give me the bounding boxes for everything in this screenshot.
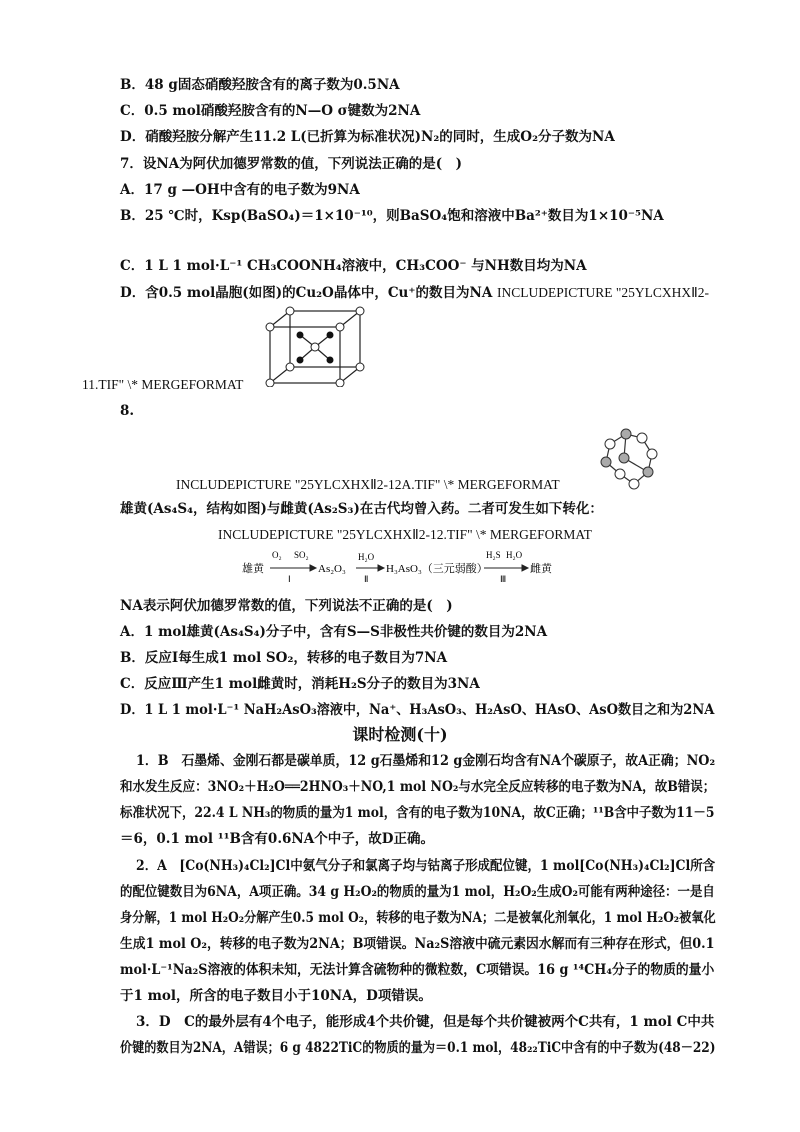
answer-2-line-3: 身分解，1 mol H₂O₂分解产生0.5 mol O₂，转移的电子数为NA；二是被氧化剂氧化，1 mol H₂O₂被氧化 — [120, 910, 716, 926]
answer-1-line-3: 标准状况下，22.4 L NH₃的物质的量为1 mol，含有的电子数为10NA，故C正确；¹¹B含中子数为11－5 — [120, 805, 715, 821]
answer-2-line-1: 2．A [Co(NH₃)₄Cl₂]Cl中氨气分子和氯离子均与钴离子形成配位键，1 mol[Co(NH₃)₄Cl₂]Cl所含 — [136, 858, 716, 874]
includepicture-field-1-cont: 11.TIF" \* MERGEFORMAT — [82, 377, 244, 392]
option-b-q7: B．25 ℃时，Ksp(BaSO₄)＝1×10⁻¹⁰，则BaSO₄饱和溶液中Ba²⁺数目为1×10⁻⁵NA — [120, 208, 664, 224]
scheme-so2: SO₂ — [294, 550, 309, 560]
scheme-mid1: As₂O₃ — [318, 563, 346, 575]
answer-3-line-2: 价键的数目为2NA，A错误；6 g 4822TiC的物质的量为＝0.1 mol，48₂₂TiC中含有的中子数为(48－22) — [120, 1040, 716, 1056]
question-8-number: 8. — [120, 403, 135, 419]
answer-3-line-1: 3．D C的最外层有4个电子，能形成4个共价键，但是每个共价键被两个C共有，1 mol C中共 — [136, 1014, 715, 1030]
includepicture-field-1: INCLUDEPICTURE "25YLCXHXⅡ2- — [497, 285, 710, 300]
option-c-q8: C．反应Ⅲ产生1 mol雌黄时，消耗H₂S分子的数目为3NA — [120, 676, 480, 692]
scheme-h2o-1: H₂O — [358, 552, 375, 562]
answer-2-line-6: 于1 mol，所含的电子数目小于10NA，D项错误。 — [120, 988, 432, 1004]
option-a-q8: A．1 mol雄黄(As₄S₄)分子中，含有S—S非极性共价键的数目为2NA — [120, 624, 548, 640]
cu2o-unit-cell-figure — [262, 305, 370, 387]
option-c-q7: C．1 L 1 mol·L⁻¹ CH₃COONH₄溶液中，CH₃COO⁻ 与NH数目均为NA — [120, 258, 587, 274]
includepicture-field-2: INCLUDEPICTURE "25YLCXHXⅡ2-12A.TIF" \* MERGEFORMAT — [176, 477, 560, 492]
scheme-mid2: H₃AsO₃（三元弱酸） — [386, 563, 488, 575]
answer-1-line-1: 1．B 石墨烯、金刚石都是碳单质，12 g石墨烯和12 g金刚石均含有NA个碳原子，故A正确；NO₂ — [136, 753, 716, 769]
option-b-q8: B．反应Ⅰ每生成1 mol SO₂，转移的电子数目为7NA — [120, 650, 448, 666]
question-8-stem: 雄黄(As₄S₄，结构如图)与雌黄(As₂S₃)在古代均曾入药。二者可发生如下转化： — [120, 501, 603, 517]
question-7-stem: 7．设NA为阿伏加德罗常数的值，下列说法正确的是( ) — [120, 156, 462, 172]
option-d-q7 — [120, 284, 709, 302]
option-c-q6: C．0.5 mol硝酸羟胺含有的N—O σ键数为2NA — [120, 103, 421, 119]
scheme-h2o-2: H₂O — [506, 550, 523, 560]
scheme-step-1: Ⅰ — [288, 574, 291, 584]
scheme-h2s: H₂S — [486, 550, 501, 560]
scheme-o2: O₂ — [272, 550, 282, 560]
answer-2-line-5: mol·L⁻¹Na₂S溶液的体积未知，无法计算含硫物种的微粒数，C项错误。16 g ¹⁴CH₄分子的物质的量小 — [120, 962, 715, 978]
answer-1-line-4: ＝6，0.1 mol ¹¹B含有0.6NA个中子，故D正确。 — [120, 831, 434, 847]
as4s4-structure-figure — [596, 424, 666, 492]
answer-2-line-4: 生成1 mol O₂，转移的电子数为2NA；B项错误。Na₂S溶液中硫元素因水解而有三种存在形式，但0.1 — [120, 936, 715, 952]
includepicture-field-3: INCLUDEPICTURE "25YLCXHXⅡ2-12.TIF" \* MERGEFORMAT — [218, 527, 592, 542]
reaction-scheme — [240, 546, 560, 586]
option-a-q7: A．17 g —OH中含有的电子数为9NA — [120, 182, 360, 198]
scheme-start: 雄黄 — [242, 563, 264, 575]
answer-2-line-2: 的配位键数目为6NA，A项正确。34 g H₂O₂的物质的量为1 mol，H₂O₂生成O₂可能有两种途径：一是自 — [120, 884, 715, 900]
answer-section-heading: 课时检测(十) — [352, 725, 448, 744]
option-b-q6: B．48 g固态硝酸羟胺含有的离子数为0.5NA — [120, 77, 400, 93]
option-d-q7-text: D．含0.5 mol晶胞(如图)的Cu₂O晶体中，Cu⁺的数目为NA — [120, 285, 493, 301]
option-d-q6: D．硝酸羟胺分解产生11.2 L(已折算为标准状况)N₂的同时，生成O₂分子数为NA — [120, 129, 615, 145]
scheme-end: 雌黄 — [530, 563, 552, 575]
answer-1-line-2: 和水发生反应：3NO₂＋H₂O══2HNO₃＋NO,1 mol NO₂与水完全反应转移的电子数为NA，故B错误； — [120, 779, 716, 795]
scheme-step-3: Ⅲ — [500, 574, 507, 584]
option-d-q8: D．1 L 1 mol·L⁻¹ NaH₂AsO₃溶液中，Na⁺、H₃AsO₃、H₂AsO、HAsO、AsO数目之和为2NA — [120, 702, 715, 718]
question-8-prompt: NA表示阿伏加德罗常数的值，下列说法不正确的是( ) — [120, 598, 453, 614]
scheme-step-2: Ⅱ — [364, 574, 369, 584]
